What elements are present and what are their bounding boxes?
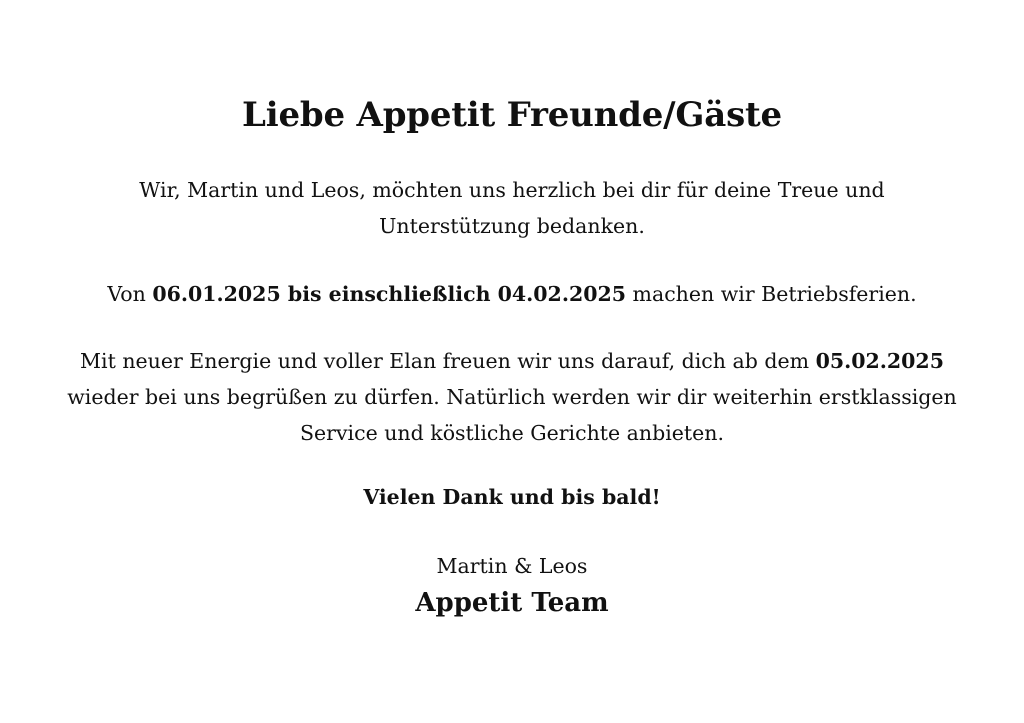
closing-line [0,479,1024,515]
reopening-paragraph [0,343,1024,451]
closing-text: Vielen Dank und bis bald! [363,485,661,509]
holiday-period-line [0,276,1024,312]
holiday-suffix: machen wir Betriebsferien. [626,282,917,306]
reopening-date: 05.02.2025 [815,349,944,373]
holiday-prefix: Von [107,282,153,306]
reopening-prefix: Mit neuer Energie und voller Elan freuen wir uns darauf, dich ab dem [80,349,816,373]
thanks-paragraph [0,172,1024,244]
signature-team: Appetit Team [415,588,609,618]
holiday-period-paragraph [0,276,1024,312]
holiday-range-connector: bis einschließlich [280,282,498,306]
reopening-line-3: Service und köstliche Gerichte anbieten. [299,421,724,445]
reopening-line-2: wieder bei uns begrüßen zu dürfen. Natürlich werden wir dir weiterhin erstklassigen [67,385,957,409]
holiday-end-date: 04.02.2025 [497,282,627,306]
reopening-line-1 [0,343,1024,379]
holiday-date-range [152,282,626,306]
signature-names: Martin & Leos [436,554,588,578]
notice-title: Liebe Appetit Freunde/Gäste [242,95,782,135]
thanks-line-1: Wir, Martin und Leos, möchten uns herzlich bei dir für deine Treue und [139,178,885,202]
thanks-line-2: Unterstützung bedanken. [379,214,645,238]
holiday-start-date: 06.01.2025 [152,282,281,306]
